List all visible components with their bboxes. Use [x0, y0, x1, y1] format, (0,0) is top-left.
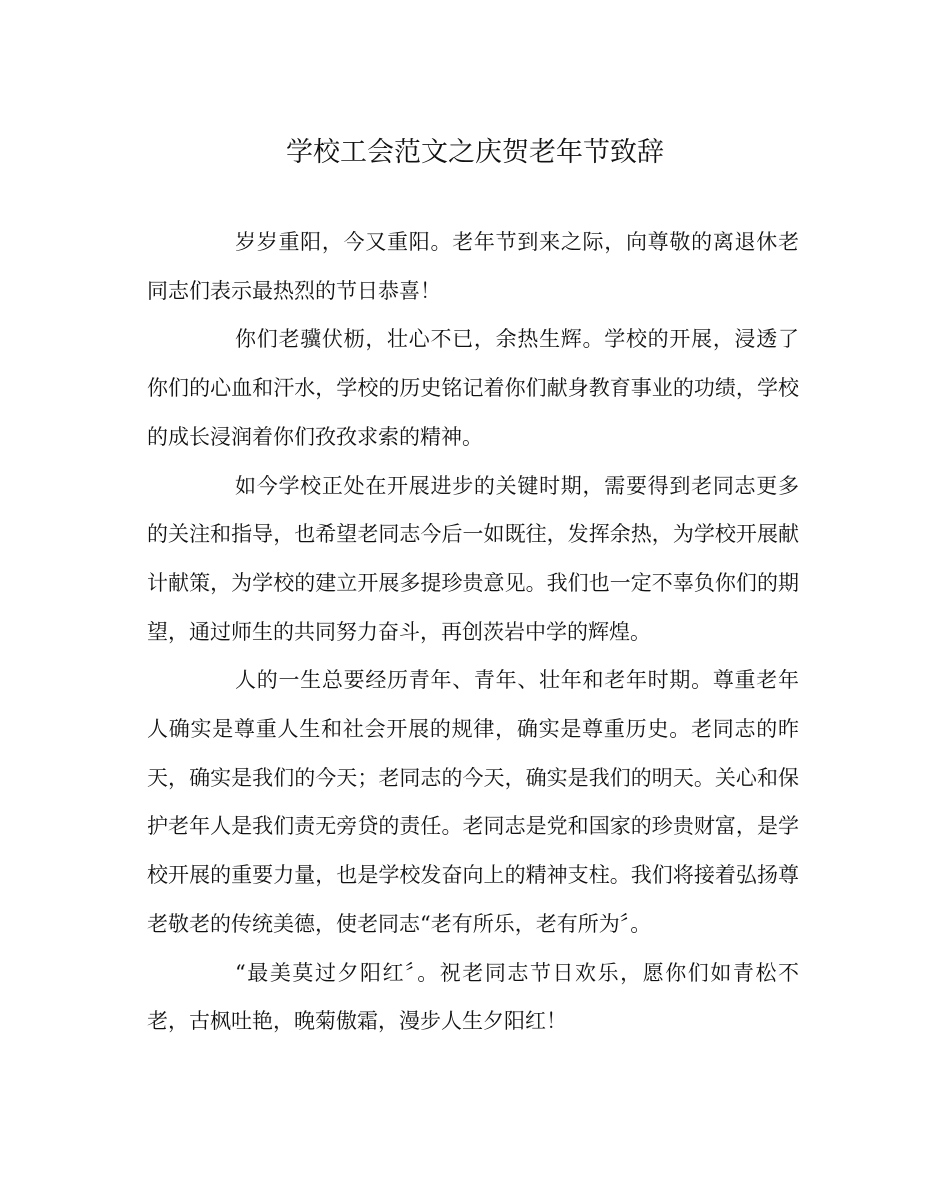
document-body: [147, 218, 799, 1046]
paragraph-blessing: “最美莫过夕阳红〞。祝老同志节日欢乐，愿你们如青松不老，古枫吐艳，晚菊傲霜，漫步人生夕阳红！: [147, 960, 799, 1034]
paragraph-guidance: 如今学校正处在开展进步的关键时期，需要得到老同志更多的关注和指导，也希望老同志今后一如既往，发挥余热，为学校开展献计献策，为学校的建立开展多提珍贵意见。我们也一定不辜负你们的期望，通过师生的共同努力奋斗，再创茨岩中学的辉煌。: [147, 473, 799, 644]
document-title: 学校工会范文之庆贺老年节致辞: [286, 137, 664, 168]
paragraph-greeting: 岁岁重阳，今又重阳。老年节到来之际，向尊敬的离退休老同志们表示最热烈的节日恭喜！: [147, 230, 799, 303]
paragraph-respect: 人的一生总要经历青年、青年、壮年和老年时期。尊重老年人确实是尊重人生和社会开展的规律，确实是尊重历史。老同志的昨天，确实是我们的今天；老同志的今天，确实是我们的明天。关心和保护老年人是我们责无旁贷的责任。老同志是党和国家的珍贵财富，是学校开展的重要力量，也是学校发奋向上的精神支柱。我们将接着弘扬尊老敬老的传统美德，使老同志“老有所乐，老有所为〞。: [147, 668, 799, 936]
paragraph-contribution: 你们老骥伏枥，壮心不已，余热生辉。学校的开展，浸透了你们的心血和汗水，学校的历史铭记着你们献身教育事业的功绩，学校的成长浸润着你们孜孜求索的精神。: [147, 327, 799, 449]
